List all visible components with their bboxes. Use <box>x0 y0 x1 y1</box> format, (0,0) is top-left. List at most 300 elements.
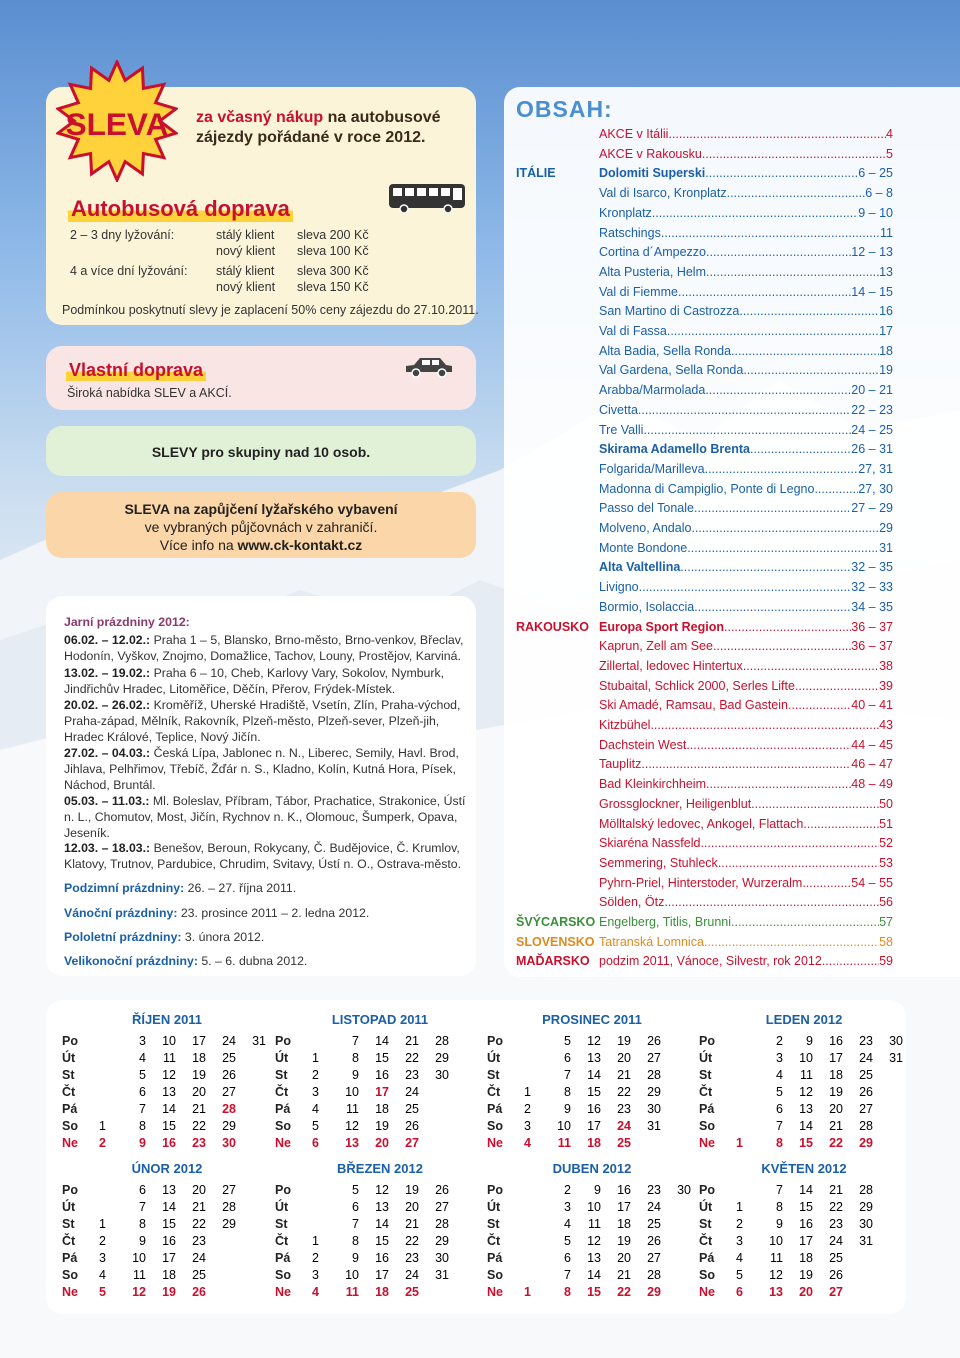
toc-entry[interactable] <box>599 580 893 594</box>
calendar-date: 19 <box>192 1068 206 1082</box>
toc-entry[interactable] <box>599 423 893 437</box>
calendar-date: 8 <box>776 1136 783 1150</box>
toc-entry[interactable] <box>599 324 893 338</box>
sleva-badge-text: SLEVA <box>65 106 169 143</box>
toc-entry[interactable] <box>599 147 893 161</box>
toc-entry-name: Grossglockner, Heiligenblut <box>599 796 752 811</box>
calendar-date: 1 <box>524 1285 531 1299</box>
calendar-date: 27 <box>859 1102 873 1116</box>
toc-row[interactable] <box>0 817 960 836</box>
calendar-date: 7 <box>776 1119 783 1133</box>
toc-row[interactable] <box>0 600 960 619</box>
toc-leader-dots <box>639 580 852 594</box>
toc-entry-name: Kronplatz <box>599 205 652 220</box>
holiday-label: Velikonoční prázdniny: <box>64 954 198 968</box>
toc-entry[interactable] <box>599 738 893 752</box>
calendar-date: 30 <box>677 1183 691 1197</box>
calendar-date: 2 <box>99 1234 106 1248</box>
toc-leader-dots <box>743 659 879 673</box>
calendar-date: 17 <box>587 1119 601 1133</box>
toc-entry[interactable] <box>599 265 893 279</box>
calendar-date: 19 <box>162 1285 176 1299</box>
toc-entry-name: Val Gardena, Sella Ronda <box>599 363 744 378</box>
calendar-date: 12 <box>162 1068 176 1082</box>
calendar-week-row <box>487 1034 697 1051</box>
toc-leader-dots <box>731 915 879 929</box>
own-transport-title: Vlastní doprava <box>66 360 206 381</box>
calendar-date: 28 <box>859 1183 873 1197</box>
holiday-districts: Česká Lípa, Jablonec n. N., Liberec, Semily, Havl. Brod, Jihlava, Pelhřimov, Třebíč, Žďár n. S., Kladno, Kolín, Kutná Hora, Písek, Náchod, Bruntál. <box>64 746 459 792</box>
weekday-label: Ne <box>487 1285 503 1299</box>
calendar-date: 26 <box>647 1234 661 1248</box>
calendar-date: 10 <box>162 1034 176 1048</box>
calendar-date: 6 <box>139 1183 146 1197</box>
weekday-label: Út <box>62 1200 76 1214</box>
weekday-label: Čt <box>62 1234 76 1248</box>
calendar-date: 29 <box>222 1119 236 1133</box>
price-discount-4: sleva 150 Kč <box>297 280 369 294</box>
rental-info-label: Více info na <box>159 537 238 553</box>
calendar-date: 3 <box>776 1051 783 1065</box>
calendar-date: 17 <box>617 1200 631 1214</box>
toc-entry[interactable] <box>599 876 893 890</box>
holiday-districts: Benešov, Beroun, Rokycany, Č. Budějovice, Č. Krumlov, Klatovy, Trutnov, Pardubice, Chrudim, Svitavy, Ústí n. O., Ostrava-město. <box>64 841 462 871</box>
calendar-date: 14 <box>587 1068 601 1082</box>
toc-entry-name: Alta Badia, Sella Ronda <box>599 343 732 358</box>
weekday-label: St <box>62 1217 75 1231</box>
toc-leader-dots <box>643 423 851 437</box>
month-title: LEDEN 2012 <box>765 1012 843 1027</box>
toc-entry[interactable] <box>599 363 893 377</box>
weekday-label: St <box>699 1217 712 1231</box>
calendar-date: 2 <box>312 1068 319 1082</box>
calendar-date: 27 <box>647 1051 661 1065</box>
toc-entry[interactable] <box>599 462 893 476</box>
weekday-label: Po <box>62 1183 78 1197</box>
calendar-date: 1 <box>99 1119 106 1133</box>
weekday-label: St <box>487 1217 500 1231</box>
toc-row[interactable] <box>0 856 960 875</box>
toc-entry[interactable] <box>599 777 893 791</box>
calendar-date: 11 <box>346 1102 359 1116</box>
calendar-date: 9 <box>776 1217 783 1231</box>
calendar-date: 7 <box>564 1268 571 1282</box>
toc-entry[interactable] <box>599 954 893 968</box>
calendar-date: 12 <box>799 1085 813 1099</box>
toc-entry-name: Folgarida/Marilleva <box>599 461 705 476</box>
calendar-date: 25 <box>405 1102 419 1116</box>
calendar-date: 23 <box>405 1068 419 1082</box>
weekday-label: Čt <box>275 1234 289 1248</box>
toc-entry[interactable] <box>599 186 893 200</box>
toc-row[interactable] <box>0 166 960 185</box>
toc-row[interactable] <box>0 265 960 284</box>
toc-page-number: 5 <box>886 146 893 161</box>
toc-row[interactable] <box>0 285 960 304</box>
toc-entry-name: Dachstein West <box>599 737 687 752</box>
calendar-date: 10 <box>345 1268 359 1282</box>
toc-title: OBSAH: <box>516 96 613 122</box>
toc-entry[interactable] <box>599 718 893 732</box>
toc-leader-dots <box>713 639 851 653</box>
toc-row[interactable] <box>0 718 960 737</box>
toc-row[interactable] <box>0 560 960 579</box>
calendar-date: 8 <box>139 1217 146 1231</box>
calendar-date: 3 <box>736 1234 743 1248</box>
calendar-date: 25 <box>647 1217 661 1231</box>
toc-entry-name: Semmering, Stuhleck <box>599 855 718 870</box>
calendar-date: 29 <box>435 1234 449 1248</box>
toc-entry[interactable] <box>599 600 893 614</box>
toc-row[interactable] <box>0 757 960 776</box>
weekday-label: Út <box>62 1051 76 1065</box>
calendar-date: 20 <box>405 1200 419 1214</box>
toc-leader-dots <box>706 245 851 259</box>
calendar-date: 16 <box>162 1234 176 1248</box>
toc-row[interactable] <box>0 954 960 973</box>
toc-leader-dots <box>743 363 879 377</box>
headline-rest: autobusové zájezdy pořádané v roce 2012. <box>196 109 441 146</box>
calendar-date: 27 <box>222 1085 236 1099</box>
toc-row[interactable] <box>0 876 960 895</box>
toc-entry[interactable] <box>599 620 893 634</box>
toc-entry[interactable] <box>599 915 893 929</box>
calendar-date: 18 <box>375 1285 389 1299</box>
toc-row[interactable] <box>0 698 960 717</box>
toc-entry-name: Engelberg, Titlis, Brunni <box>599 915 732 929</box>
toc-entry[interactable] <box>599 344 893 358</box>
calendar-date: 31 <box>859 1234 873 1248</box>
calendar-week-row <box>699 1119 909 1136</box>
toc-entry[interactable] <box>599 245 893 259</box>
toc-entry[interactable] <box>599 757 893 771</box>
holiday-date-text: 26. – 27. října 2011. <box>184 881 297 895</box>
calendar-date: 20 <box>192 1085 206 1099</box>
toc-row[interactable] <box>0 915 960 934</box>
calendar-date: 13 <box>162 1085 176 1099</box>
toc-row[interactable] <box>0 482 960 501</box>
toc-row[interactable] <box>0 521 960 540</box>
calendar-week-row <box>487 1119 697 1136</box>
toc-entry-name: Ski Amadé, Ramsau, Bad Gastein <box>599 698 788 713</box>
calendar-date: 24 <box>829 1234 843 1248</box>
bus-title: Autobusová doprava <box>68 196 293 222</box>
calendar-date: 21 <box>617 1068 631 1082</box>
weekday-label: Po <box>275 1034 291 1048</box>
toc-row[interactable] <box>0 935 960 954</box>
toc-entry-name: Bormio, Isolaccia <box>599 599 695 614</box>
price-period-3: 4 a více dní lyžování: <box>70 264 188 278</box>
calendar-date: 6 <box>736 1285 743 1299</box>
toc-leader-dots <box>652 206 858 220</box>
toc-row[interactable] <box>0 679 960 698</box>
holiday-dates: 12.03. – 18.03.: <box>64 841 151 855</box>
toc-entry[interactable] <box>599 659 893 673</box>
toc-row[interactable] <box>0 344 960 363</box>
calendar-week-row <box>487 1051 697 1068</box>
calendar-week-row <box>487 1217 697 1234</box>
calendar-date: 14 <box>162 1200 176 1214</box>
toc-entry-name: Molveno, Andalo <box>599 521 692 535</box>
calendar-week-row <box>699 1183 909 1200</box>
calendar-date: 1 <box>99 1217 106 1231</box>
calendar-date: 16 <box>799 1217 813 1231</box>
toc-row[interactable] <box>0 127 960 146</box>
toc-row[interactable] <box>0 363 960 382</box>
calendar-date: 8 <box>564 1085 571 1099</box>
calendar-date: 11 <box>557 1136 571 1150</box>
toc-leader-dots <box>724 620 851 634</box>
calendar-week-row <box>699 1285 909 1302</box>
calendar-date: 16 <box>829 1034 843 1048</box>
calendar-week-row <box>275 1234 485 1251</box>
calendar-date: 15 <box>375 1234 389 1248</box>
toc-page-number: 27, 30 <box>858 481 893 496</box>
toc-leader-dots <box>731 344 879 358</box>
toc-entry[interactable] <box>599 285 893 299</box>
toc-row[interactable] <box>0 423 960 442</box>
weekday-label: Čt <box>699 1234 713 1248</box>
calendar-date: 9 <box>806 1034 813 1048</box>
toc-entry[interactable] <box>599 560 893 574</box>
calendar-date: 4 <box>139 1051 146 1065</box>
toc-entry[interactable] <box>599 166 893 180</box>
toc-row[interactable] <box>0 383 960 402</box>
price-discount-3: sleva 300 Kč <box>297 264 369 278</box>
toc-page-number: 53 <box>879 855 893 870</box>
month-title: BŘEZEN 2012 <box>337 1161 423 1176</box>
calendar-date: 20 <box>617 1251 631 1265</box>
toc-row[interactable] <box>0 639 960 658</box>
calendar-date: 15 <box>799 1200 813 1214</box>
toc-leader-dots <box>706 265 879 279</box>
toc-row[interactable] <box>0 777 960 796</box>
toc-row[interactable] <box>0 797 960 816</box>
toc-entry[interactable] <box>599 521 893 535</box>
calendar-date: 20 <box>799 1285 813 1299</box>
calendar-date: 13 <box>769 1285 783 1299</box>
calendar-week-row <box>275 1251 485 1268</box>
calendar-date: 22 <box>192 1119 206 1133</box>
calendar-date: 10 <box>799 1051 813 1065</box>
holiday-districts: Kroměříž, Uherské Hradiště, Vsetín, Zlín, Praha-východ, Praha-západ, Mělník, Rakovník, Plzeň-město, Plzeň-sever, Plzeň-jih, Hradec Králové, Teplice, Nový Jičín. <box>64 698 461 744</box>
calendar-date: 25 <box>829 1251 843 1265</box>
calendar-date: 12 <box>587 1034 601 1048</box>
calendar-week-row <box>62 1285 272 1302</box>
holiday-date-text: 23. prosince 2011 – 2. ledna 2012. <box>177 906 370 920</box>
group-discount-text: SLEVY pro skupiny nad 10 osob. <box>151 444 371 460</box>
calendar-date: 10 <box>345 1085 359 1099</box>
weekday-label: Po <box>487 1183 503 1197</box>
weekday-label: St <box>275 1217 288 1231</box>
toc-row[interactable] <box>0 206 960 225</box>
toc-country: ITÁLIE <box>516 166 556 181</box>
toc-entry[interactable] <box>599 501 893 515</box>
calendar-date: 7 <box>564 1068 571 1082</box>
toc-entry[interactable] <box>599 304 893 318</box>
calendar-date: 25 <box>222 1051 236 1065</box>
weekday-label: Pá <box>275 1102 291 1116</box>
calendar-week-row <box>699 1217 909 1234</box>
toc-entry[interactable] <box>599 856 893 870</box>
toc-entry-name: Europa Sport Region <box>599 619 724 634</box>
weekday-label: Ne <box>275 1285 291 1299</box>
toc-leader-dots <box>739 304 879 318</box>
toc-entry[interactable] <box>599 226 893 240</box>
toc-entry[interactable] <box>599 383 893 397</box>
calendar-date: 31 <box>435 1268 449 1282</box>
toc-row[interactable] <box>0 226 960 245</box>
toc-leader-dots <box>727 186 866 200</box>
calendar-date: 30 <box>859 1217 873 1231</box>
calendar-week-row <box>487 1085 697 1102</box>
calendar-date: 12 <box>587 1234 601 1248</box>
toc-page-number: 51 <box>879 816 893 831</box>
calendar-date: 6 <box>564 1051 571 1065</box>
calendar-date: 22 <box>829 1200 843 1214</box>
toc-entry[interactable] <box>599 836 893 850</box>
toc-entry-name: Kaprun, Zell am See <box>599 639 713 654</box>
toc-page-number: 57 <box>879 915 893 929</box>
toc-entry[interactable] <box>599 895 893 909</box>
toc-entry[interactable] <box>599 206 893 220</box>
calendar-date: 10 <box>132 1251 146 1265</box>
toc-entry-name: Cortina d´Ampezzo <box>599 245 706 260</box>
calendar-date: 21 <box>617 1268 631 1282</box>
toc-entry[interactable] <box>599 817 893 831</box>
toc-row[interactable] <box>0 304 960 323</box>
toc-entry[interactable] <box>599 639 893 653</box>
calendar-date: 8 <box>776 1200 783 1214</box>
calendar-week-row <box>275 1200 485 1217</box>
toc-row[interactable] <box>0 442 960 461</box>
weekday-label: Út <box>487 1051 501 1065</box>
holiday-districts: Praha 6 – 10, Cheb, Karlovy Vary, Sokolov, Nymburk, Jindřichův Hradec, Litoměřice, Děčín, Přerov, Frýdek-Místek. <box>64 666 445 696</box>
calendar-week-row <box>487 1285 697 1302</box>
toc-entry[interactable] <box>599 797 893 811</box>
toc-entry[interactable] <box>599 482 893 496</box>
calendar-date: 15 <box>587 1285 601 1299</box>
toc-entry[interactable] <box>599 403 893 417</box>
weekday-label: So <box>62 1268 78 1282</box>
toc-entry[interactable] <box>599 698 893 712</box>
calendar-week-row <box>62 1268 272 1285</box>
toc-page-number: 24 – 25 <box>851 422 893 437</box>
calendar-week-row <box>699 1034 909 1051</box>
toc-leader-dots <box>718 856 879 870</box>
toc-page-number: 27, 31 <box>858 461 893 476</box>
toc-entry-name: Livigno <box>599 580 639 595</box>
calendar-date: 21 <box>405 1034 419 1048</box>
toc-row[interactable] <box>0 620 960 639</box>
toc-page-number: 22 – 23 <box>851 402 893 417</box>
toc-page-number: 43 <box>879 718 893 732</box>
weekday-label: Po <box>699 1183 715 1197</box>
price-client-1: stálý klient <box>216 228 275 242</box>
toc-leader-dots <box>667 324 879 338</box>
weekday-label: So <box>275 1268 291 1282</box>
toc-row[interactable] <box>0 659 960 678</box>
holiday-dates: 27.02. – 04.03.: <box>64 746 151 760</box>
toc-entry-name: Arabba/Marmolada <box>599 383 706 398</box>
calendar-date: 6 <box>564 1251 571 1265</box>
toc-page-number: 59 <box>879 954 893 969</box>
holiday-label: Vánoční prázdniny: <box>64 906 178 920</box>
toc-row[interactable] <box>0 147 960 166</box>
toc-row[interactable] <box>0 895 960 914</box>
month-title: ÚNOR 2012 <box>131 1161 203 1176</box>
calendar-date: 11 <box>133 1268 146 1282</box>
weekday-label: Po <box>699 1034 715 1048</box>
toc-row[interactable] <box>0 501 960 520</box>
toc-row[interactable] <box>0 462 960 481</box>
toc-page-number: 44 – 45 <box>851 737 893 752</box>
calendar-date: 22 <box>829 1136 843 1150</box>
toc-row[interactable] <box>0 245 960 264</box>
weekday-label: Ne <box>62 1285 78 1299</box>
toc-entry[interactable] <box>599 679 893 693</box>
calendar-date: 15 <box>162 1217 176 1231</box>
toc-row[interactable] <box>0 541 960 560</box>
calendar-date: 6 <box>776 1102 783 1116</box>
weekday-label: So <box>487 1119 503 1133</box>
weekday-label: Út <box>699 1051 713 1065</box>
toc-row[interactable] <box>0 186 960 205</box>
calendar-week-row <box>699 1051 909 1068</box>
toc-row[interactable] <box>0 738 960 757</box>
calendar-date: 24 <box>617 1119 631 1133</box>
toc-entry[interactable] <box>599 935 893 949</box>
weekday-label: Pá <box>699 1251 715 1265</box>
website-link[interactable]: www.ck-kontakt.cz <box>237 537 363 553</box>
toc-entry[interactable] <box>599 541 893 555</box>
calendar-date: 11 <box>345 1285 359 1299</box>
toc-row[interactable] <box>0 324 960 343</box>
toc-leader-dots <box>814 482 858 496</box>
toc-entry[interactable] <box>599 442 893 456</box>
holiday-date-text: 3. února 2012. <box>181 930 265 944</box>
toc-row[interactable] <box>0 403 960 422</box>
toc-entry-name: Monte Bondone <box>599 540 688 555</box>
calendar-date: 30 <box>435 1251 449 1265</box>
weekday-label: Pá <box>487 1251 503 1265</box>
toc-page-number: 11 <box>880 225 893 240</box>
toc-page-number: 19 <box>879 363 893 378</box>
toc-country: MAĎARSKO <box>516 954 590 969</box>
toc-entry[interactable] <box>599 127 893 141</box>
calendar-date: 14 <box>799 1119 813 1133</box>
toc-row[interactable] <box>0 836 960 855</box>
toc-page-number: 9 – 10 <box>858 205 893 220</box>
weekday-label: So <box>699 1268 715 1282</box>
calendar-week-row <box>487 1200 697 1217</box>
toc-page-number: 4 <box>886 127 893 141</box>
calendar-date: 31 <box>647 1119 661 1133</box>
calendar-week-row <box>487 1136 697 1153</box>
calendar-week-row <box>62 1217 272 1234</box>
calendar-date: 29 <box>859 1200 873 1214</box>
calendar-date: 3 <box>312 1268 319 1282</box>
toc-row[interactable] <box>0 580 960 599</box>
calendar-date: 8 <box>352 1234 359 1248</box>
calendar-week-row <box>275 1217 485 1234</box>
holiday-label: Podzimní prázdniny: <box>64 881 185 895</box>
calendar-date: 10 <box>769 1234 783 1248</box>
calendar-date: 18 <box>192 1051 206 1065</box>
calendar-date: 30 <box>435 1068 449 1082</box>
calendar-date: 26 <box>192 1285 206 1299</box>
calendar-date: 18 <box>162 1268 176 1282</box>
